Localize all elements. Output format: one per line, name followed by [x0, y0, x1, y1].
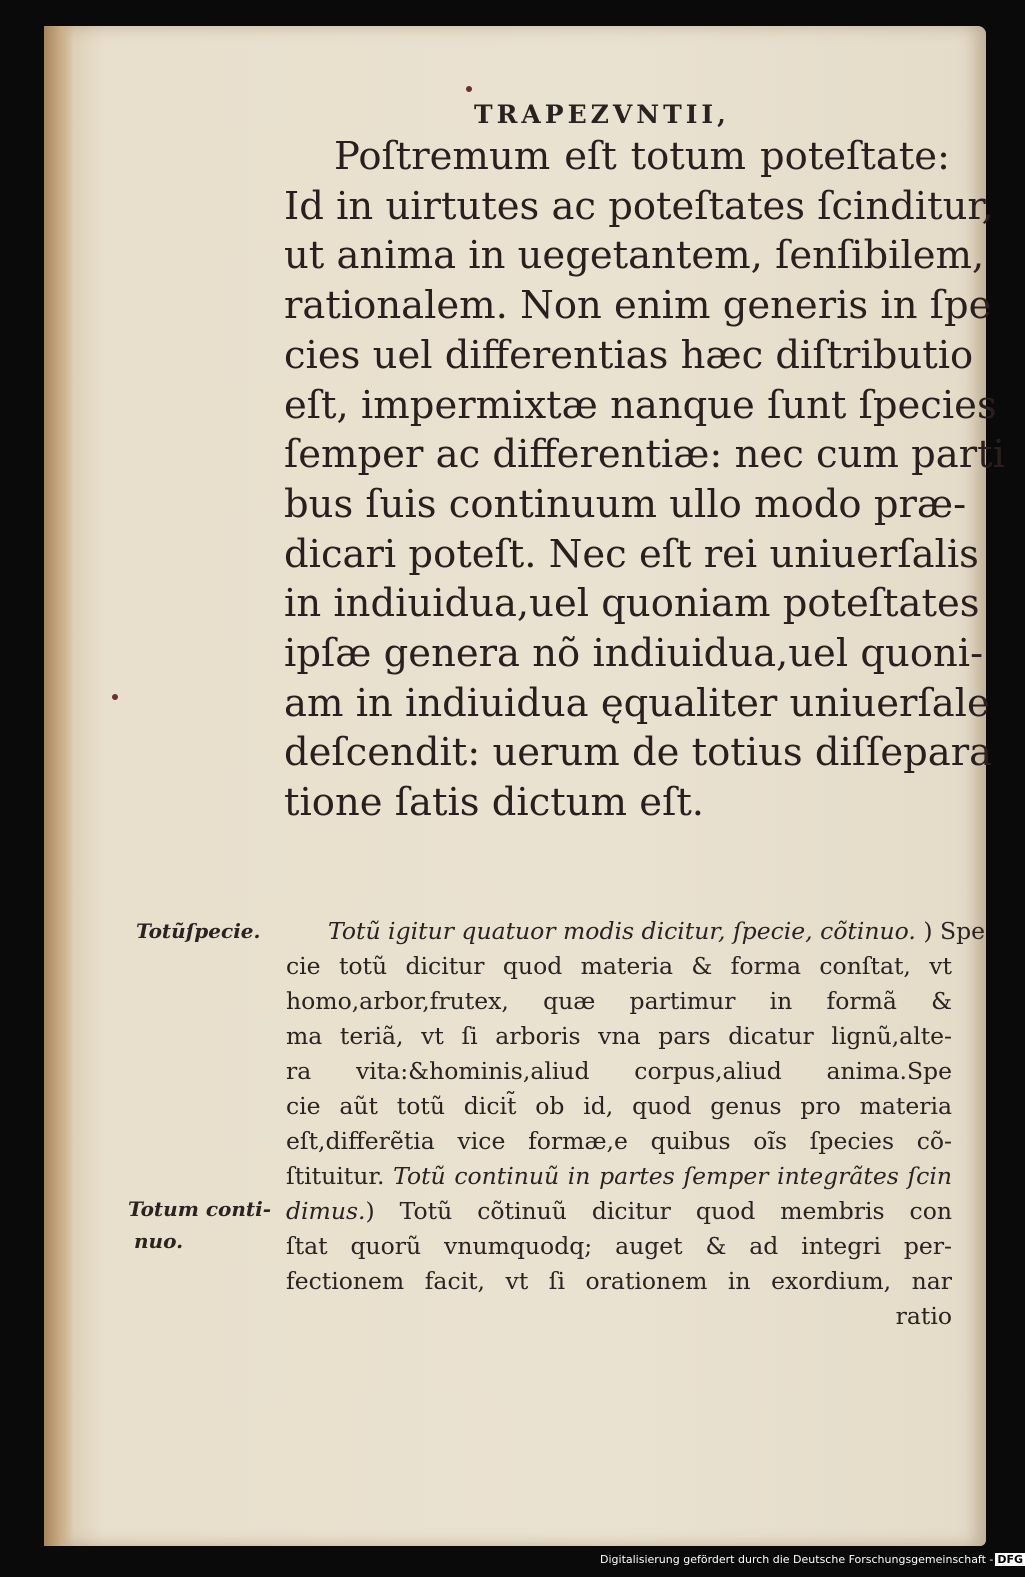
commentary-line	[286, 1159, 952, 1194]
main-line: ipſæ genera nõ indiuidua,uel quoni-	[284, 631, 984, 677]
main-line: Poſtremum eſt totum poteſtate:	[334, 134, 950, 179]
main-line: rationalem. Non enim generis in ſpe	[284, 283, 992, 329]
digitization-footer	[600, 1553, 1025, 1566]
page-binding-edge	[44, 26, 74, 1546]
catchword: ratio	[895, 1302, 952, 1330]
main-line: in indiuidua,uel quoniam poteſtates	[284, 581, 980, 627]
commentary-line: eſt,differẽtia vice formæ,e quibus oĩs ſpecies cõ-	[286, 1127, 952, 1155]
ink-dot	[466, 86, 472, 92]
dfg-logo: DFG	[997, 1553, 1024, 1566]
main-line: ut anima in uegetantem, ſenſibilem,	[284, 233, 985, 279]
margin-note-species: Totũſpecie.	[136, 919, 261, 943]
commentary-text: ſtituitur.	[286, 1162, 385, 1190]
margin-note-continuum: Totum conti-	[128, 1197, 272, 1221]
commentary-line	[286, 914, 986, 949]
commentary-text: ) Totũ cõtinuũ dicitur quod membris con	[365, 1197, 952, 1225]
margin-note-continuum-2: nuo.	[134, 1229, 184, 1253]
main-line: dicari poteſt. Nec eſt rei uniuerſalis	[284, 531, 979, 577]
lemma-italic: Totũ igitur quatuor modis dicitur, ſpecie, cõtinuo.	[328, 917, 916, 945]
lemma-italic: Totũ continuũ in partes ſemper integrãtes ſcin	[393, 1162, 952, 1190]
main-line: tione ſatis dictum eſt.	[284, 780, 705, 826]
commentary-line: ra vita:&hominis,aliud corpus,aliud anima.Spe	[286, 1057, 952, 1085]
ink-dot	[112, 694, 118, 700]
main-line: bus ſuis continuum ullo modo præ-	[284, 481, 967, 527]
main-text-block	[284, 132, 1005, 828]
main-line: Id in uirtutes ac poteſtates ſcinditur,	[284, 183, 994, 229]
main-line: deſcendit: uerum de totius diſſepara	[284, 730, 993, 776]
commentary-line: homo,arbor,frutex, quæ partimur in formã &	[286, 987, 952, 1015]
commentary-line: ſtat quorũ vnumquodq; auget & ad integri per-	[286, 1232, 952, 1260]
commentary-text: ) Spe	[923, 917, 986, 945]
commentary-line: cie totũ dicitur quod materia & forma conſtat, vt	[286, 952, 952, 980]
main-line: am in indiuidua ęqualiter uniuerſale	[284, 680, 990, 726]
commentary-line	[286, 1194, 952, 1229]
commentary-block	[286, 914, 986, 1334]
commentary-line: fectionem facit, vt ſi orationem in exordium, nar	[286, 1267, 952, 1295]
lemma-italic: dimus.	[286, 1197, 366, 1225]
footer-text: Digitalisierung gefördert durch die Deutsche Forschungsgemeinschaft -	[600, 1553, 994, 1566]
main-line: ſemper ac differentiæ: nec cum parti	[284, 432, 1005, 478]
commentary-line: cie aũt totũ dicit̃ ob id, quod genus pro materia	[286, 1092, 952, 1120]
running-header: TRAPEZVNTII,	[474, 100, 730, 129]
main-line: eſt, impermixtæ nanque ſunt ſpecies	[284, 382, 997, 428]
main-line: cies uel differentias hæc diſtributio	[284, 332, 974, 378]
commentary-line: ma teriã, vt ſi arboris vna pars dicatur lignũ,alte-	[286, 1022, 952, 1050]
